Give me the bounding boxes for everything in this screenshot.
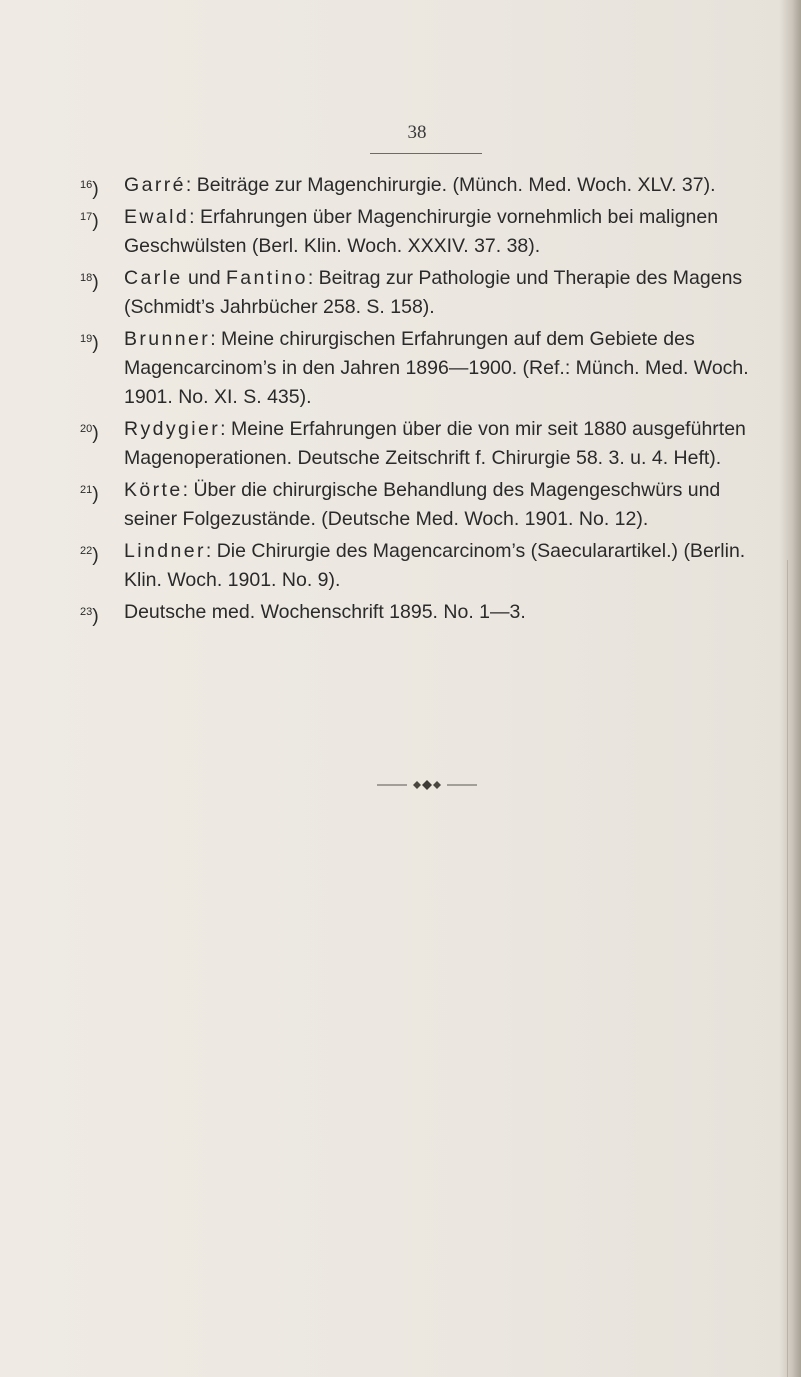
reference-text: : Erfahrungen über Magenchirurgie vornehmlich bei malignen Geschwülsten (Berl. Klin. Woch. XXXIV. 37. 38).: [124, 206, 719, 257]
page-edge-line: [787, 560, 788, 1377]
reference-number: $^{19}$): [80, 332, 99, 354]
reference-number: $^{18}$): [80, 271, 99, 293]
ornament-diamond: [422, 780, 432, 790]
reference-number: $^{23}$): [80, 605, 99, 627]
reference-author: Garré: [124, 174, 186, 196]
reference-item: [80, 171, 770, 200]
reference-author: Körte: [124, 479, 183, 501]
reference-text: : Meine chirurgischen Erfahrungen auf dem Gebiete des Magencarcinom’s in den Jahren 1896—1900. (Ref.: Münch. Med. Woch. 1901. No. XI. S. 435).: [124, 328, 749, 408]
ornament-diamond: [413, 781, 421, 789]
reference-number: $^{16}$): [80, 178, 99, 200]
page-number-rule: [370, 153, 482, 154]
reference-number: $^{17}$): [80, 210, 99, 232]
reference-author: Rydygier: [124, 418, 221, 440]
reference-text: : Über die chirurgische Behandlung des Magengeschwürs und seiner Folgezustände. (Deutsche Med. Woch. 1901. No. 12).: [124, 479, 721, 530]
reference-item: [80, 264, 770, 322]
ornament-divider: [377, 778, 477, 792]
page-number: 38: [407, 122, 427, 143]
reference-text: und: [182, 267, 226, 289]
ornament-diamond: [433, 781, 441, 789]
reference-item: [80, 203, 770, 261]
reference-text: : Beiträge zur Magenchirurgie. (Münch. Med. Woch. XLV. 37).: [185, 174, 716, 196]
reference-text: : Meine Erfahrungen über die von mir seit 1880 ausgeführten Magenoperationen. Deutsche Zeitschrift f. Chirurgie 58. 3. u. 4. Heft).: [124, 418, 746, 469]
reference-number: $^{21}$): [80, 483, 99, 505]
reference-list: [80, 171, 770, 630]
reference-author: Lindner: [124, 540, 206, 562]
reference-author: Ewald: [124, 206, 190, 228]
reference-item: [80, 476, 770, 534]
reference-author: Carle: [124, 267, 183, 289]
reference-item: [80, 537, 770, 595]
reference-text: : Die Chirurgie des Magencarcinom’s (Saecularartikel.) (Berlin. Klin. Woch. 1901. No. 9).: [124, 540, 746, 591]
reference-author: Fantino: [225, 267, 308, 289]
reference-number: $^{20}$): [80, 422, 99, 444]
reference-text: : Beitrag zur Pathologie und Therapie des Magens (Schmidt’s Jahrbücher 258. S. 158).: [124, 267, 743, 318]
page-edge-shadow: [779, 0, 801, 1377]
reference-item: [80, 598, 770, 627]
reference-author: Brunner: [124, 328, 211, 350]
reference-item: [80, 325, 770, 412]
reference-text: Deutsche med. Wochenschrift 1895. No. 1—3.: [124, 601, 526, 623]
reference-number: $^{22}$): [80, 544, 99, 566]
reference-item: [80, 415, 770, 473]
